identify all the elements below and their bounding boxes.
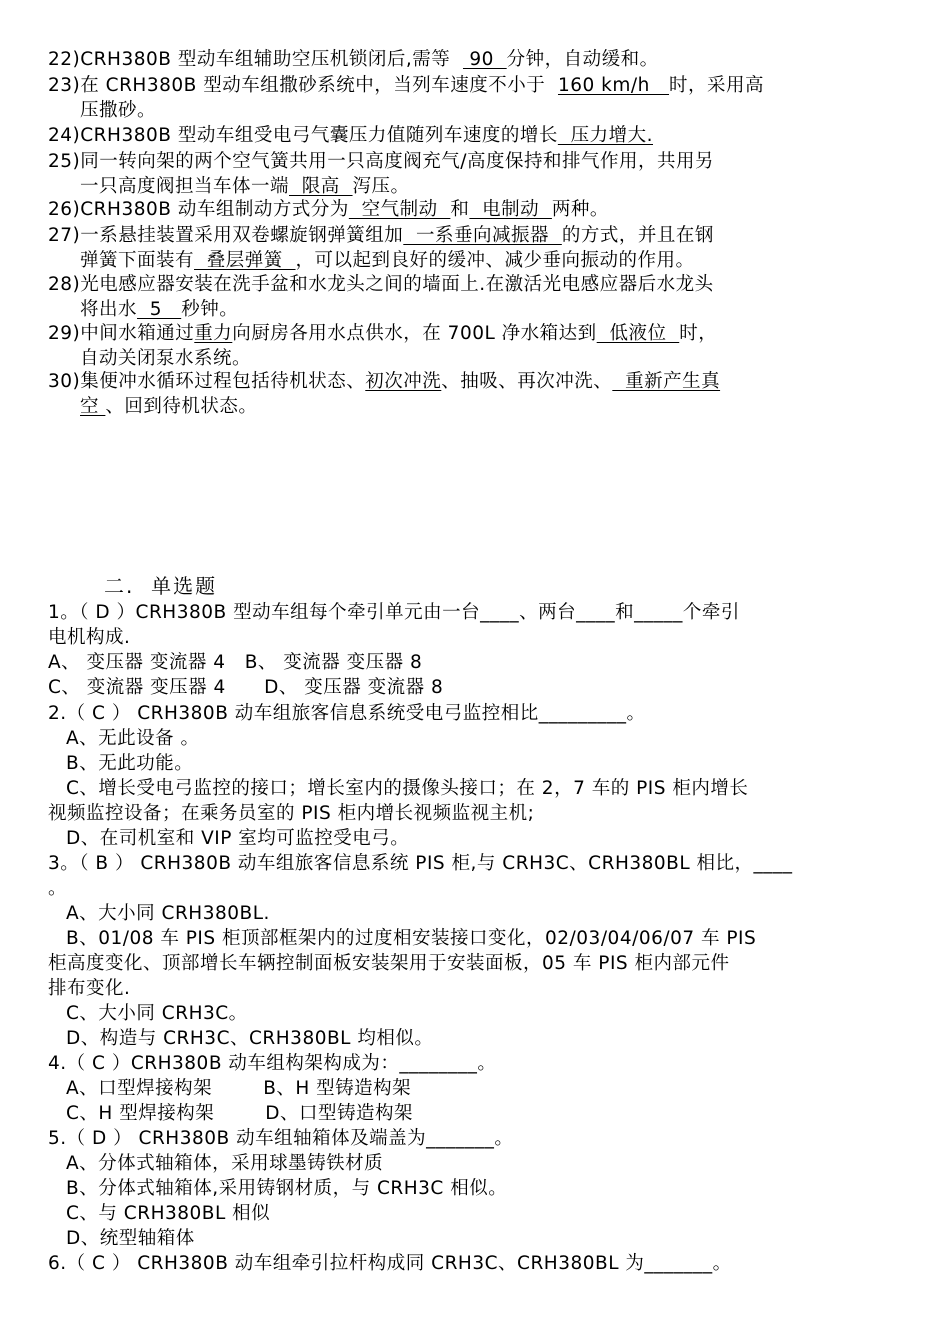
answer-blank-filled: 叠层弹簧 <box>194 250 296 271</box>
answer-blank-filled: 电制动 <box>469 199 552 220</box>
fill-in-item-cont <box>80 99 156 123</box>
question-2-option-d: D、在司机室和 VIP 室均可监控受电弓。 <box>66 828 410 849</box>
question-3-option-d: D、构造与 CRH3C、CRH380BL 均相似。 <box>66 1028 434 1049</box>
answer-blank-filled: 重力 <box>194 323 233 344</box>
question-text: 一只高度阀担当车体一端 <box>80 176 290 197</box>
question-2-option-b: B、无此功能。 <box>66 753 194 774</box>
answer-blank-filled: 空 <box>80 396 106 417</box>
answer-blank-filled: 初次冲洗 <box>365 371 442 392</box>
question-5-option-b: B、分体式轴箱体,采用铸钢材质，与 CRH3C 相似。 <box>66 1178 508 1199</box>
answer-blank-filled: 限高 <box>289 176 353 197</box>
fill-in-item <box>48 150 714 174</box>
item-number: 29) <box>48 323 81 344</box>
fill-in-item-cont <box>80 298 238 322</box>
question-text: 中间水箱通过 <box>80 323 195 344</box>
fill-in-item-cont <box>80 347 251 371</box>
question-text: 压撒砂。 <box>80 100 157 121</box>
question-1-options-ab: A、 变压器 变流器 4 B、 变流器 变压器 8 <box>48 652 423 673</box>
question-5-option-a: A、分体式轴箱体，采用球墨铸铁材质 <box>66 1153 384 1174</box>
question-2-option-a: A、无此设备 。 <box>66 728 200 749</box>
answer-blank-filled: 空气制动 <box>348 199 451 220</box>
item-number: 23) <box>48 75 81 96</box>
question-4-options-ab: A、口型焊接构架 B、H 型铸造构架 <box>66 1078 412 1099</box>
question-text: CRH380B 动车组制动方式分为 <box>80 199 349 220</box>
answer-blank-filled: 压力增大. <box>557 125 653 146</box>
item-number: 27) <box>48 225 81 246</box>
question-text: 在 CRH380B 型动车组撒砂系统中，当列车速度不小于 <box>80 75 558 96</box>
question-text: ，可以起到良好的缓冲、减少垂向振动的作用。 <box>295 250 695 271</box>
question-text: 光电感应器安装在洗手盆和水龙头之间的墙面上.在激活光电感应器后水龙头 <box>80 274 714 295</box>
question-4-stem: 4.（ C ）CRH380B 动车组构架构成为：________。 <box>48 1053 497 1074</box>
question-3-option-c: C、大小同 CRH3C。 <box>66 1003 248 1024</box>
fill-in-item <box>48 370 720 394</box>
question-text: 一系悬挂装置采用双卷螺旋钢弹簧组加 <box>80 225 404 246</box>
question-text: 将出水 <box>80 299 138 320</box>
question-text: 的方式，并且在钢 <box>561 225 714 246</box>
question-2-stem: 2.（ C ） CRH380B 动车组旅客信息系统受电弓监控相比_________。 <box>48 703 646 724</box>
item-number: 26) <box>48 199 81 220</box>
question-text: 、回到待机状态。 <box>105 396 258 417</box>
answer-blank-filled: 重新产生真 <box>612 371 721 392</box>
question-3-option-b-cont2: 排布变化. <box>48 978 131 999</box>
fill-in-item-cont <box>80 249 695 273</box>
question-text: 自动关闭泵水系统。 <box>80 348 252 369</box>
question-text: 时，采用高 <box>669 75 765 96</box>
fill-in-item-cont <box>80 175 410 199</box>
question-text: 弹簧下面装有 <box>80 250 195 271</box>
question-text: 同一转向架的两个空气簧共用一只高度阀充气/高度保持和排气作用，共用另 <box>80 151 715 172</box>
question-3-stem-cont: 。 <box>48 878 68 899</box>
fill-in-item <box>48 322 717 346</box>
answer-blank-filled: 90 <box>462 49 507 70</box>
question-3-option-a: A、大小同 CRH380BL. <box>66 903 270 924</box>
question-text: 向厨房各用水点供水，在 700L 净水箱达到 <box>232 323 597 344</box>
fill-in-item <box>48 198 609 222</box>
question-3-option-b: B、01/08 车 PIS 柜顶部框架内的过度相安装接口变化，02/03/04/06/07 车 PIS <box>66 928 757 949</box>
answer-blank-filled: 160 km/h <box>557 75 670 96</box>
answer-blank-filled: 低液位 <box>596 323 680 344</box>
question-text: 分钟，自动缓和。 <box>506 49 659 70</box>
fill-in-item-cont <box>80 395 257 419</box>
fill-in-item <box>48 74 764 98</box>
question-text: 泻压。 <box>352 176 410 197</box>
section-title: 二. 单选题 <box>104 574 218 598</box>
question-3-stem: 3。（ B ） CRH380B 动车组旅客信息系统 PIS 柜,与 CRH3C、CRH380BL 相比，____ <box>48 853 793 874</box>
item-number: 28) <box>48 274 81 295</box>
question-text: CRH380B 型动车组受电弓气囊压力值随列车速度的增长 <box>80 125 558 146</box>
answer-blank-filled: 5 <box>137 299 182 320</box>
question-text: CRH380B 型动车组辅助空压机锁闭后,需等 <box>80 49 463 70</box>
question-5-stem: 5.（ D ） CRH380B 动车组轴箱体及端盖为_______。 <box>48 1128 514 1149</box>
question-text: 两种。 <box>551 199 609 220</box>
question-text: 秒钟。 <box>181 299 239 320</box>
question-5-option-c: C、与 CRH380BL 相似 <box>66 1203 271 1224</box>
question-5-option-d: D、统型轴箱体 <box>66 1228 195 1249</box>
item-number: 24) <box>48 125 81 146</box>
question-1-options-cd: C、 变流器 变压器 4 D、 变压器 变流器 8 <box>48 677 444 698</box>
fill-in-item <box>48 124 653 148</box>
fill-in-item <box>48 48 659 72</box>
fill-in-item <box>48 273 714 297</box>
question-text: 集便冲水循环过程包括待机状态、 <box>80 371 366 392</box>
question-1-stem-cont: 电机构成. <box>48 627 131 648</box>
question-text: 、抽吸、再次冲洗、 <box>441 371 613 392</box>
question-text: 时， <box>679 323 718 344</box>
question-4-options-cd: C、H 型焊接构架 D、口型铸造构架 <box>66 1103 414 1124</box>
answer-blank-filled: 一系垂向减振器 <box>403 225 562 246</box>
item-number: 25) <box>48 151 81 172</box>
question-6-stem: 6.（ C ） CRH380B 动车组牵引拉杆构成同 CRH3C、CRH380BL 为_______。 <box>48 1253 732 1274</box>
question-text: 和 <box>450 199 470 220</box>
question-1-stem: 1。（ D ）CRH380B 型动车组每个牵引单元由一台____、两台____和_____个牵引 <box>48 602 740 623</box>
fill-in-item <box>48 224 714 248</box>
item-number: 22) <box>48 49 81 70</box>
item-number: 30) <box>48 371 81 392</box>
question-2-option-c: C、增长受电弓监控的接口；增长室内的摄像头接口；在 2，7 车的 PIS 柜内增长 <box>66 778 749 799</box>
question-3-option-b-cont1: 柜高度变化、顶部增长车辆控制面板安装架用于安装面板，05 车 PIS 柜内部元件 <box>48 953 730 974</box>
question-2-option-c-cont: 视频监控设备；在乘务员室的 PIS 柜内增长视频监视主机; <box>48 803 535 824</box>
